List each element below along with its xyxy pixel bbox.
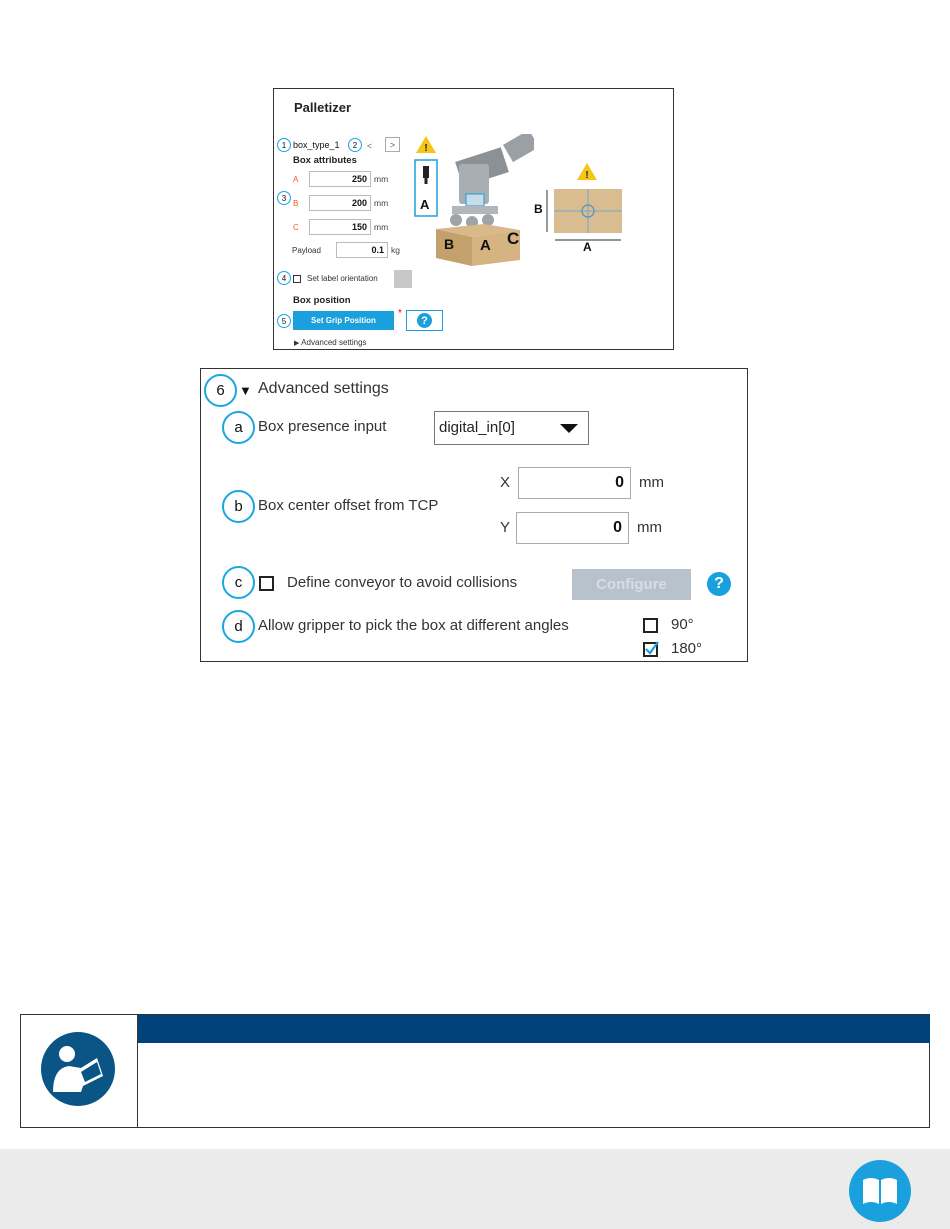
configure-button[interactable]: Configure [572,569,691,600]
angle-90-checkbox[interactable] [643,618,658,633]
dim-a-input[interactable]: 250 [309,171,371,187]
advanced-settings-link[interactable] [294,338,367,347]
payload-input[interactable]: 0.1 [336,242,388,258]
marker-b: b [222,490,255,523]
payload-label: Payload [292,246,321,255]
angle-180-label: 180° [671,640,703,657]
box-attributes-label: Box attributes [293,155,357,166]
offset-x-label: X [500,474,511,491]
panel-title: Palletizer [294,100,352,115]
illustration-label-c: C [507,229,520,248]
box-presence-value: digital_in[0] [439,419,515,436]
offset-x-input[interactable]: 0 [518,467,631,499]
box-presence-select[interactable] [434,411,589,445]
box-presence-label: Box presence input [258,418,387,435]
chevron-down-icon [560,424,578,433]
top-view-label-a: A [583,240,592,254]
box-name: box_type_1 [293,140,340,150]
marker-1: 1 [277,138,291,152]
offset-x-unit: mm [639,474,664,491]
define-conveyor-checkbox[interactable] [259,576,274,591]
marker-c: c [222,566,255,599]
help-icon: ? [417,313,432,328]
box-position-label: Box position [293,295,351,306]
offset-y-input[interactable]: 0 [516,512,629,544]
checkmark-icon [644,641,659,656]
note-box [20,1014,930,1128]
advanced-settings-panel [200,368,748,662]
offset-y-unit: mm [637,519,662,536]
dim-b-label: B [293,199,299,208]
dim-b-unit: mm [374,198,389,208]
advanced-settings-label: Advanced settings [301,338,367,347]
book-reader-icon [41,1032,115,1106]
marker-4: 4 [277,271,291,285]
required-marker: * [398,308,402,319]
note-header [138,1015,930,1043]
illustration-label-b: B [444,236,455,252]
payload-unit: kg [391,245,400,255]
angle-90-label: 90° [671,616,694,633]
triangle-down-icon[interactable]: ▼ [239,383,252,398]
illustration-label-a: A [480,237,491,254]
define-conveyor-label: Define conveyor to avoid collisions [287,574,518,591]
dim-c-label: C [293,223,299,232]
marker-a: a [222,411,255,444]
marker-d: d [222,610,255,643]
dim-c-unit: mm [374,222,389,232]
next-box-button[interactable]: > [385,137,400,152]
advanced-settings-title[interactable]: Advanced settings [258,380,389,397]
help-button[interactable] [406,310,443,331]
marker-3: 3 [277,191,291,205]
set-grip-position-button[interactable]: Set Grip Position [293,311,394,330]
box-top-view-illustration [530,159,628,249]
dim-a-label: A [293,175,299,184]
svg-text:!: ! [424,143,428,154]
help-icon[interactable]: ? [707,572,731,596]
marker-2: 2 [348,138,362,152]
offset-y-label: Y [500,519,511,536]
angle-180-checkbox[interactable] [643,642,658,657]
prev-box-button[interactable]: < [362,138,377,153]
gripper-label-a: A [420,197,430,212]
page-footer [0,1149,950,1229]
palletizer-panel [273,88,674,350]
marker-6: 6 [204,374,237,407]
triangle-right-icon: ▶ [294,340,300,347]
dim-b-input[interactable]: 200 [309,195,371,211]
dim-a-unit: mm [374,174,389,184]
pick-angles-label: Allow gripper to pick the box at different angles [258,617,569,634]
open-book-icon [849,1160,911,1222]
label-orientation-label: Set label orientation [307,274,378,283]
dim-c-input[interactable]: 150 [309,219,371,235]
label-orientation-checkbox[interactable] [293,275,301,283]
svg-text:!: ! [585,170,589,181]
box-center-offset-label: Box center offset from TCP [258,497,439,514]
label-orientation-edit-button[interactable] [394,270,412,288]
robot-gripper-illustration [414,134,534,274]
marker-5: 5 [277,314,291,328]
top-view-label-b: B [534,202,543,216]
